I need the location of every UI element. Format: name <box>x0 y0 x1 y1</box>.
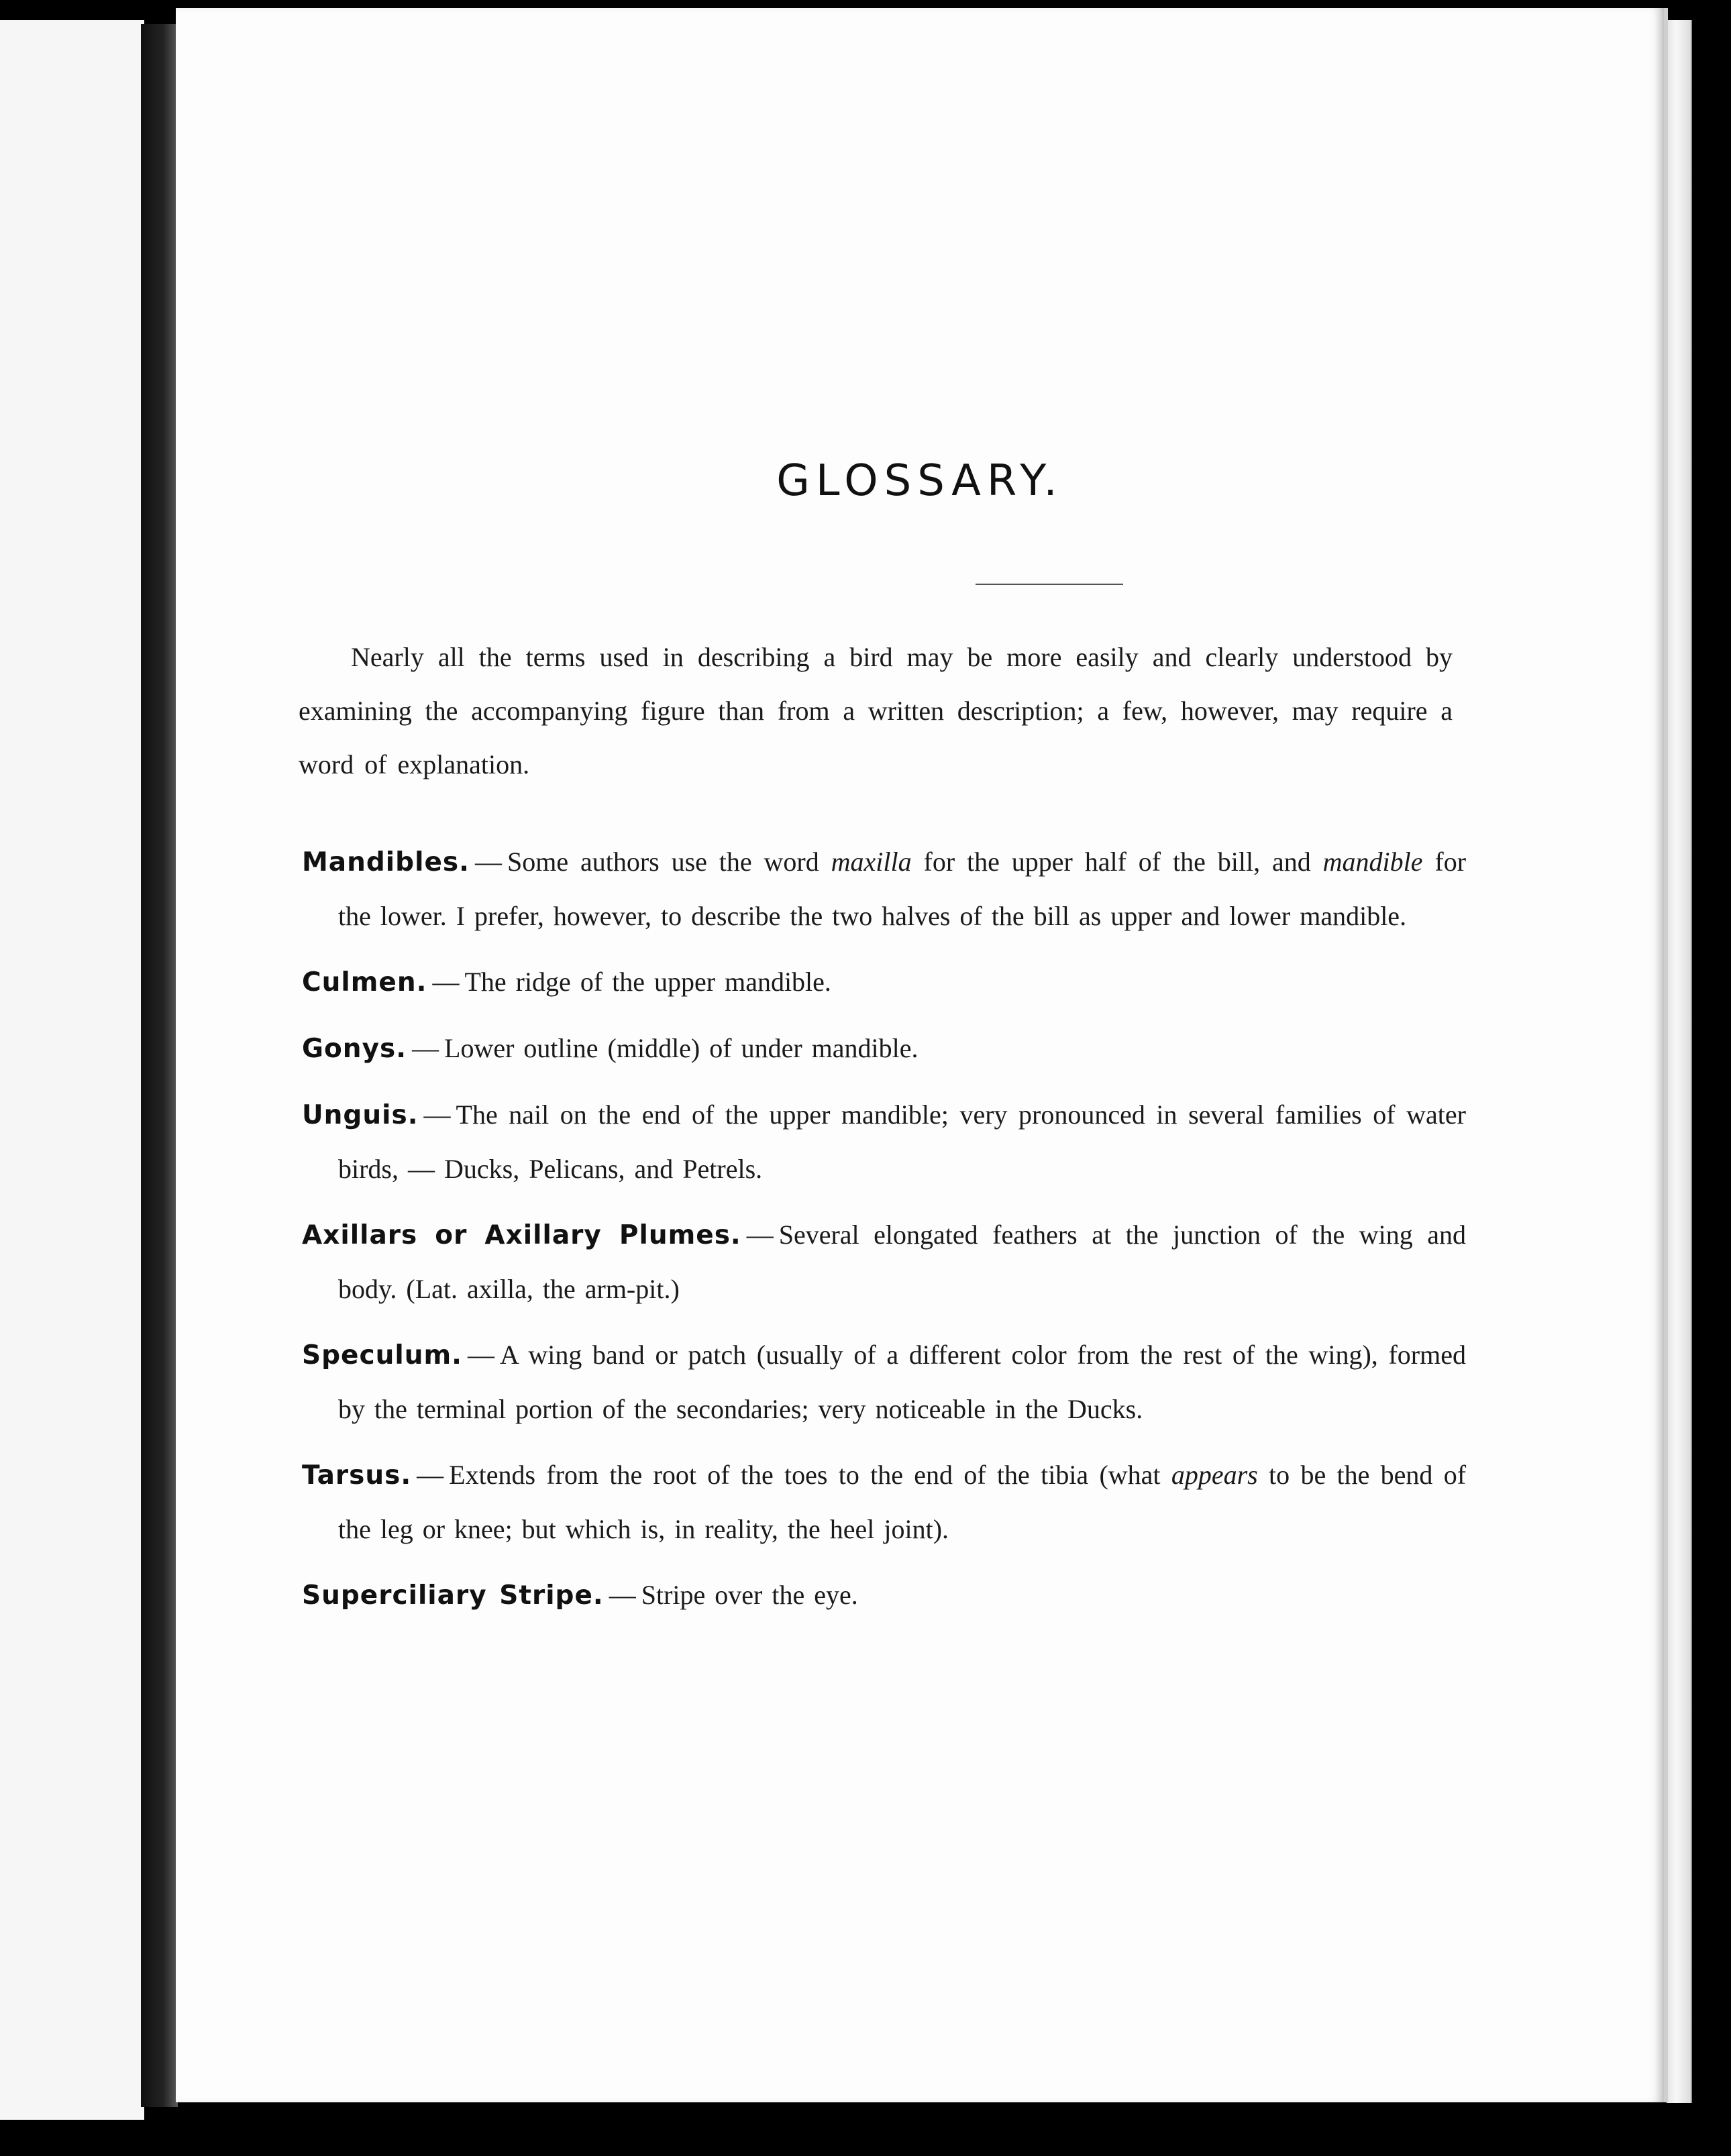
entry-dash: — <box>423 1099 451 1130</box>
glossary-entry <box>302 835 1466 943</box>
entry-definition: Extends from the root of the toes to the end of the tibia (what <box>449 1460 1161 1490</box>
facing-page-edge <box>0 20 144 2120</box>
intro-paragraph: Nearly all the terms used in describing a bird may be more easily and clearly understood by examining the accompanying figure than from a written description; a few, however, may require a word of explanation. <box>299 642 1453 779</box>
glossary-entry <box>302 1328 1466 1436</box>
entry-dash: — <box>412 1033 439 1063</box>
entry-definition: for the upper half of the bill, and <box>923 847 1311 877</box>
glossary-entry <box>302 1448 1466 1556</box>
entry-definition: for the lower. I prefer, however, to describe the two halves of the bill as upper and lower mandible. <box>338 847 1467 931</box>
glossary-term: Culmen. <box>302 967 427 998</box>
entry-definition: Some authors use the word <box>507 847 819 877</box>
entry-definition: Stripe over the eye. <box>641 1580 858 1610</box>
glossary-term: Axillars or Axillary Plumes. <box>302 1220 741 1250</box>
glossary-term: Superciliary Stripe. <box>302 1580 604 1611</box>
entry-italic-word: maxilla <box>831 847 912 877</box>
glossary-entry <box>302 1022 1466 1076</box>
glossary-term: Unguis. <box>302 1100 419 1130</box>
entry-dash: — <box>746 1220 774 1250</box>
entry-italic-word: appears <box>1171 1460 1258 1490</box>
glossary-term: Tarsus. <box>302 1460 412 1491</box>
title-rule <box>976 584 1123 585</box>
entry-definition: The ridge of the upper mandible. <box>464 967 831 997</box>
entry-dash: — <box>432 967 460 997</box>
entry-definition: The nail on the end of the upper mandible; very pronounced in several families of water birds, — Ducks, Pelicans, and Petrels. <box>338 1099 1466 1184</box>
glossary-entry <box>302 1088 1466 1196</box>
glossary-term: Mandibles. <box>302 847 470 877</box>
entry-dash: — <box>467 1340 494 1370</box>
glossary-entry <box>302 1568 1466 1623</box>
entry-definition: Lower outline (middle) of under mandible. <box>444 1033 919 1063</box>
glossary-entry <box>302 955 1466 1010</box>
page-title: GLOSSARY. <box>776 456 1063 506</box>
entry-dash: — <box>417 1460 444 1490</box>
entry-definition: A wing band or patch (usually of a different color from the rest of the wing), formed by the terminal portion of the secondaries; very noticeable in the Ducks. <box>338 1340 1466 1424</box>
page-stack-edge <box>1667 20 1692 2103</box>
entry-dash: — <box>474 847 502 877</box>
entry-definition: to be the bend of the leg or knee; but which is, in reality, the heel joint). <box>338 1460 1467 1544</box>
entry-italic-word: mandible <box>1322 847 1423 877</box>
entry-dash: — <box>609 1580 636 1610</box>
glossary-list <box>302 835 1466 1635</box>
glossary-term: Speculum. <box>302 1340 462 1370</box>
glossary-entry <box>302 1208 1466 1316</box>
entry-definition: Several elongated feathers at the junction of the wing and body. (Lat. axilla, the arm-pit.) <box>338 1220 1466 1304</box>
book-binding <box>141 24 178 2107</box>
glossary-term: Gonys. <box>302 1034 407 1064</box>
